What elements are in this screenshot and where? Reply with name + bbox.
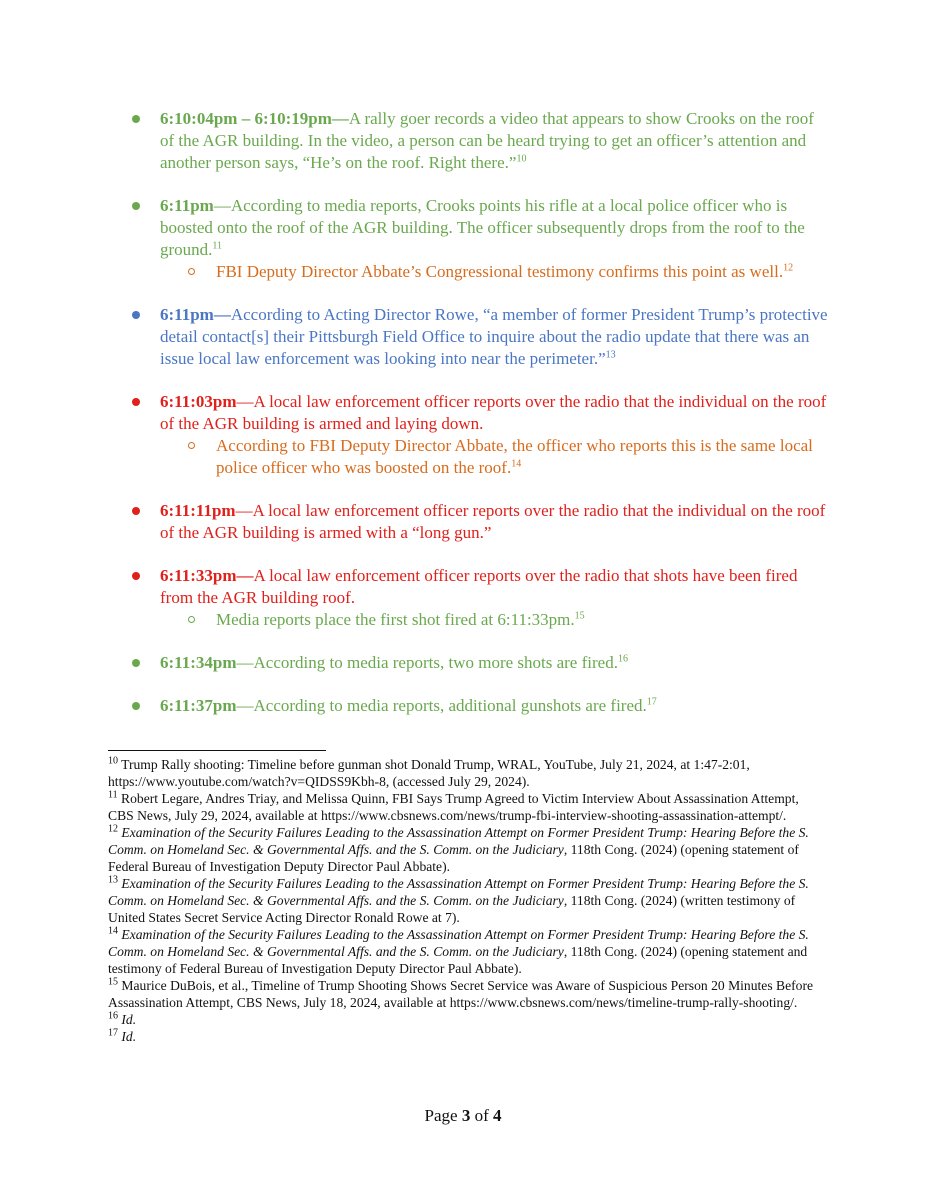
- footnote-ref: 12: [783, 262, 794, 274]
- page-total: 4: [492, 1106, 502, 1125]
- sub-list: [160, 261, 832, 283]
- sub-bullet-icon: [188, 268, 195, 275]
- sub-bullet-icon: [188, 442, 195, 449]
- entry-timestamp: 6:11:37pm: [160, 696, 237, 715]
- footnote-text: Maurice DuBois, et al., Timeline of Trump Shooting Shows Secret Service was Aware of Suspicious Person 20 Minutes Before Assassination Attempt, CBS News, July 18, 2024, available at https://www.cbsnews.com/news/timeline-trump-rally-shooting/.: [108, 978, 814, 1010]
- footnote: [108, 977, 826, 1011]
- footnote-number: 10: [108, 755, 118, 767]
- sub-list: [160, 609, 832, 631]
- footnote-ref: 15: [574, 610, 585, 622]
- bullet-icon: [132, 659, 140, 667]
- footnote-ref: 11: [212, 240, 223, 252]
- entry-timestamp: 6:11:34pm: [160, 653, 237, 672]
- footnote: [108, 1011, 826, 1028]
- sub-entry: [188, 261, 832, 283]
- bullet-icon: [132, 702, 140, 710]
- footnote-number: 15: [108, 976, 118, 988]
- entry-timestamp: 6:11:03pm: [160, 392, 237, 411]
- footnote: [108, 875, 826, 926]
- entry-text: —According to media reports, Crooks points his rifle at a local police officer who is boosted onto the roof of the AGR building. The officer subsequently drops from the roof to the ground.: [160, 196, 805, 259]
- footnote-title: Examination of the Security Failures Leading to the Assassination Attempt on Former President Trump: Hearing Before the S. Comm. on Homeland Sec. & Governmental Affs. and the S. Comm. on the Judiciary: [108, 825, 809, 857]
- footnote: [108, 926, 826, 977]
- footnote-number: 11: [108, 789, 118, 801]
- timeline-entry: [132, 652, 832, 674]
- page-prefix: Page: [424, 1106, 462, 1125]
- entry-timestamp: 6:11pm—: [160, 305, 231, 324]
- footnote-title: Id.: [121, 1029, 137, 1044]
- footnote-text: , 118th Cong. (2024) (opening statement of Federal Bureau of Investigation Deputy Director Paul Abbate).: [108, 842, 799, 874]
- footnote-number: 14: [108, 925, 118, 937]
- footnote-number: 12: [108, 823, 118, 835]
- footnote: [108, 824, 826, 875]
- footnote-title: Examination of the Security Failures Leading to the Assassination Attempt on Former President Trump: Hearing Before the S. Comm. on Homeland Sec. & Governmental Affs. and the S. Comm. on the Judiciary: [108, 876, 809, 908]
- sub-entry: [188, 435, 832, 479]
- sub-list: [160, 435, 832, 479]
- bullet-icon: [132, 572, 140, 580]
- bullet-icon: [132, 115, 140, 123]
- timeline-entry: [132, 565, 832, 631]
- footnote-ref: 10: [516, 153, 527, 165]
- timeline-entry: [132, 195, 832, 283]
- footnote-number: 17: [108, 1027, 118, 1039]
- footnote-title: Examination of the Security Failures Leading to the Assassination Attempt on Former President Trump: Hearing Before the S. Comm. on Homeland Sec. & Governmental Affs. and the S. Comm. on the Judiciary: [108, 927, 809, 959]
- page-current: 3: [461, 1106, 471, 1125]
- footnote-ref: 17: [646, 696, 657, 708]
- timeline-entry: [132, 304, 832, 370]
- footnote-ref: 13: [605, 349, 616, 361]
- entry-text: According to Acting Director Rowe, “a member of former President Trump’s protective detail contact[s] their Pittsburgh Field Office to inquire about the radio update that there was an issue local law enforcement was looking into near the perimeter.”: [160, 305, 828, 368]
- footnote-ref: 16: [617, 653, 628, 665]
- sub-entry-text: According to FBI Deputy Director Abbate, the officer who reports this is the same local police officer who was boosted on the roof.: [216, 436, 813, 477]
- sub-entry-text: FBI Deputy Director Abbate’s Congressional testimony confirms this point as well.: [216, 262, 784, 281]
- footnote: [108, 1028, 826, 1045]
- bullet-icon: [132, 507, 140, 515]
- timeline-list: [132, 108, 832, 738]
- footnote-text: Robert Legare, Andres Triay, and Melissa Quinn, FBI Says Trump Agreed to Victim Interview About Assassination Attempt, CBS News, July 29, 2024, available at https://www.cbsnews.com/news/trump-fbi-interview-shooting-assassination-attempt/.: [108, 791, 799, 823]
- footnote-divider: [108, 750, 326, 751]
- timeline-entry: [132, 108, 832, 174]
- entry-timestamp: 6:11pm: [160, 196, 214, 215]
- footnote: [108, 790, 826, 824]
- bullet-icon: [132, 311, 140, 319]
- timeline-entry: [132, 695, 832, 717]
- footnote-ref: 14: [511, 458, 522, 470]
- entry-text: A local law enforcement officer reports over the radio that shots have been fired from the AGR building roof.: [160, 566, 798, 607]
- entry-timestamp: 6:11:11pm: [160, 501, 236, 520]
- page-number: [0, 1106, 926, 1126]
- page-middle: of: [470, 1106, 493, 1125]
- entry-text: A rally goer records a video that appears to show Crooks on the roof of the AGR building. In the video, a person can be heard trying to get an officer’s attention and another person says, “He’s on the roof. Right there.”: [160, 109, 814, 172]
- footnote-text: , 118th Cong. (2024) (opening statement and testimony of Federal Bureau of Investigation Deputy Director Paul Abbate).: [108, 944, 808, 976]
- bullet-icon: [132, 398, 140, 406]
- footnote-text: , 118th Cong. (2024) (written testimony of United States Secret Service Acting Director Ronald Rowe at 7).: [108, 893, 796, 925]
- entry-text: —A local law enforcement officer reports over the radio that the individual on the roof of the AGR building is armed and laying down.: [160, 392, 827, 433]
- timeline-entry: [132, 500, 832, 544]
- timeline-entry: [132, 391, 832, 479]
- entry-timestamp: 6:11:33pm—: [160, 566, 254, 585]
- footnote: [108, 756, 826, 790]
- footnote-number: 13: [108, 874, 118, 886]
- footnote-text: Trump Rally shooting: Timeline before gunman shot Donald Trump, WRAL, YouTube, July 21, 2024, at 1:47-2:01, https://www.youtube.com/watch?v=QIDSS9Kbh-8, (accessed July 29, 2024).: [108, 757, 750, 789]
- footnote-number: 16: [108, 1010, 118, 1022]
- footnotes: [108, 756, 826, 1045]
- sub-entry-text: Media reports place the first shot fired at 6:11:33pm.: [216, 610, 575, 629]
- bullet-icon: [132, 202, 140, 210]
- sub-entry: [188, 609, 832, 631]
- entry-timestamp: 6:10:04pm – 6:10:19pm—: [160, 109, 349, 128]
- entry-text: —According to media reports, two more shots are fired.: [236, 653, 618, 672]
- footnote-title: Id.: [121, 1012, 137, 1027]
- entry-text: —A local law enforcement officer reports over the radio that the individual on the roof of the AGR building is armed with a “long gun.”: [160, 501, 826, 542]
- sub-bullet-icon: [188, 616, 195, 623]
- entry-text: —According to media reports, additional gunshots are fired.: [236, 696, 647, 715]
